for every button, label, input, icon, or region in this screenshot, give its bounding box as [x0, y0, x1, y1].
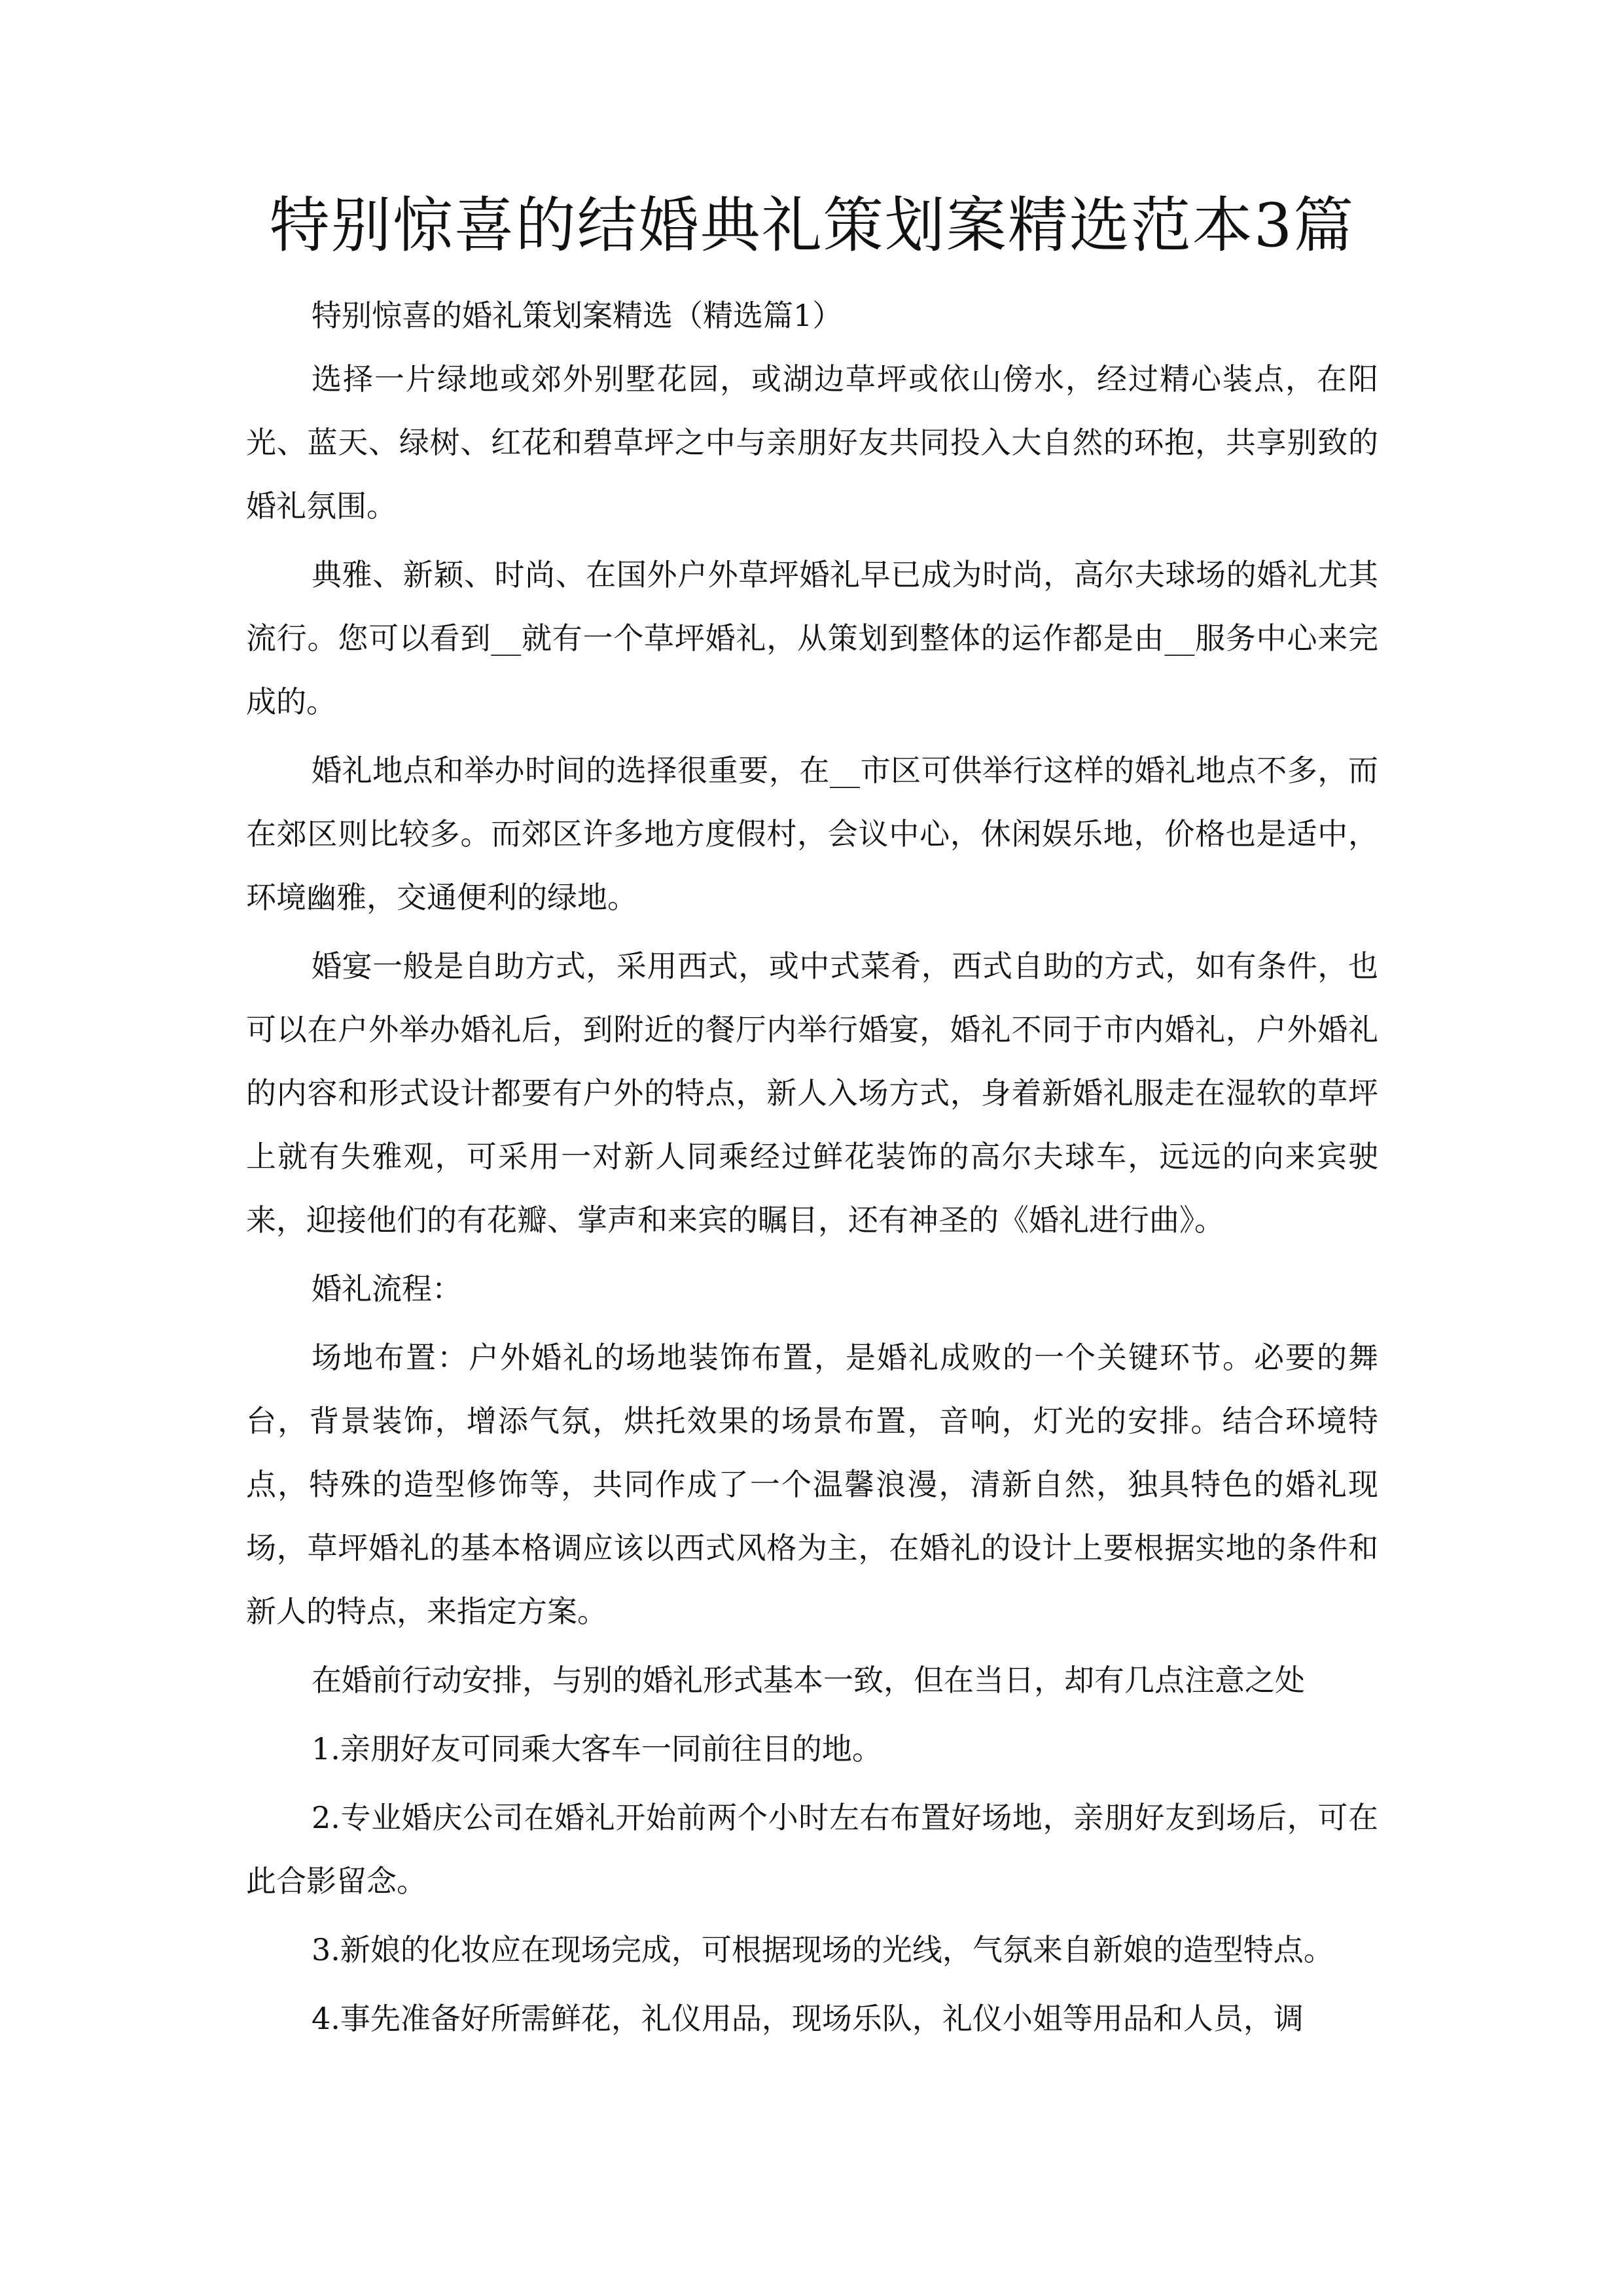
paragraph-3: 婚礼地点和举办时间的选择很重要，在__市区可供举行这样的婚礼地点不多，而在郊区则比较多。而郊区许多地方度假村，会议中心，休闲娱乐地，价格也是适中，环境幽雅，交通便利的绿地。	[246, 753, 1378, 916]
paragraph-6: 场地布置：户外婚礼的场地装饰布置，是婚礼成败的一个关键环节。必要的舞台，背景装饰，增添气氛，烘托效果的场景布置，音响，灯光的安排。结合环境特点，特殊的造型修饰等，共同作成了一个温馨浪漫，清新自然，独具特色的婚礼现场，草坪婚礼的基本格调应该以西式风格为主，在婚礼的设计上要根据实地的条件和新人的特点，来指定方案。	[246, 1340, 1378, 1630]
list-item-4: 4.事先准备好所需鲜花，礼仪用品，现场乐队，礼仪小姐等用品和人员，调	[312, 2001, 1304, 2037]
list-item-3: 3.新娘的化妆应在现场完成，可根据现场的光线，气氛来自新娘的造型特点。	[312, 1932, 1334, 1968]
document-page	[246, 190, 1378, 2056]
paragraph-5: 婚礼流程：	[312, 1271, 462, 1307]
paragraph-2: 典雅、新颖、时尚、在国外户外草坪婚礼早已成为时尚，高尔夫球场的婚礼尤其流行。您可以看到__就有一个草坪婚礼，从策划到整体的运作都是由__服务中心来完成的。	[246, 557, 1378, 720]
paragraph-1: 选择一片绿地或郊外别墅花园，或湖边草坪或依山傍水，经过精心装点，在阳光、蓝天、绿树、红花和碧草坪之中与亲朋好友共同投入大自然的环抱，共享别致的婚礼氛围。	[246, 361, 1378, 524]
paragraph-7: 在婚前行动安排，与别的婚礼形式基本一致，但在当日，却有几点注意之处	[312, 1662, 1305, 1698]
section-subtitle: 特别惊喜的婚礼策划案精选（精选篇1）	[312, 298, 843, 334]
list-item-2: 2.专业婚庆公司在婚礼开始前两个小时左右布置好场地，亲朋好友到场后，可在此合影留念。	[246, 1800, 1378, 1899]
paragraph-4: 婚宴一般是自助方式，采用西式，或中式菜肴，西式自助的方式，如有条件，也可以在户外举办婚礼后，到附近的餐厅内举行婚宴，婚礼不同于市内婚礼，户外婚礼的内容和形式设计都要有户外的特点，新人入场方式，身着新婚礼服走在湿软的草坪上就有失雅观，可采用一对新人同乘经过鲜花装饰的高尔夫球车，远远的向来宾驶来，迎接他们的有花瓣、掌声和来宾的瞩目，还有神圣的《婚礼进行曲》。	[246, 948, 1378, 1238]
document-title: 特别惊喜的结婚典礼策划案精选范本3篇	[269, 190, 1355, 260]
list-item-1: 1.亲朋好友可同乘大客车一同前往目的地。	[312, 1731, 882, 1767]
